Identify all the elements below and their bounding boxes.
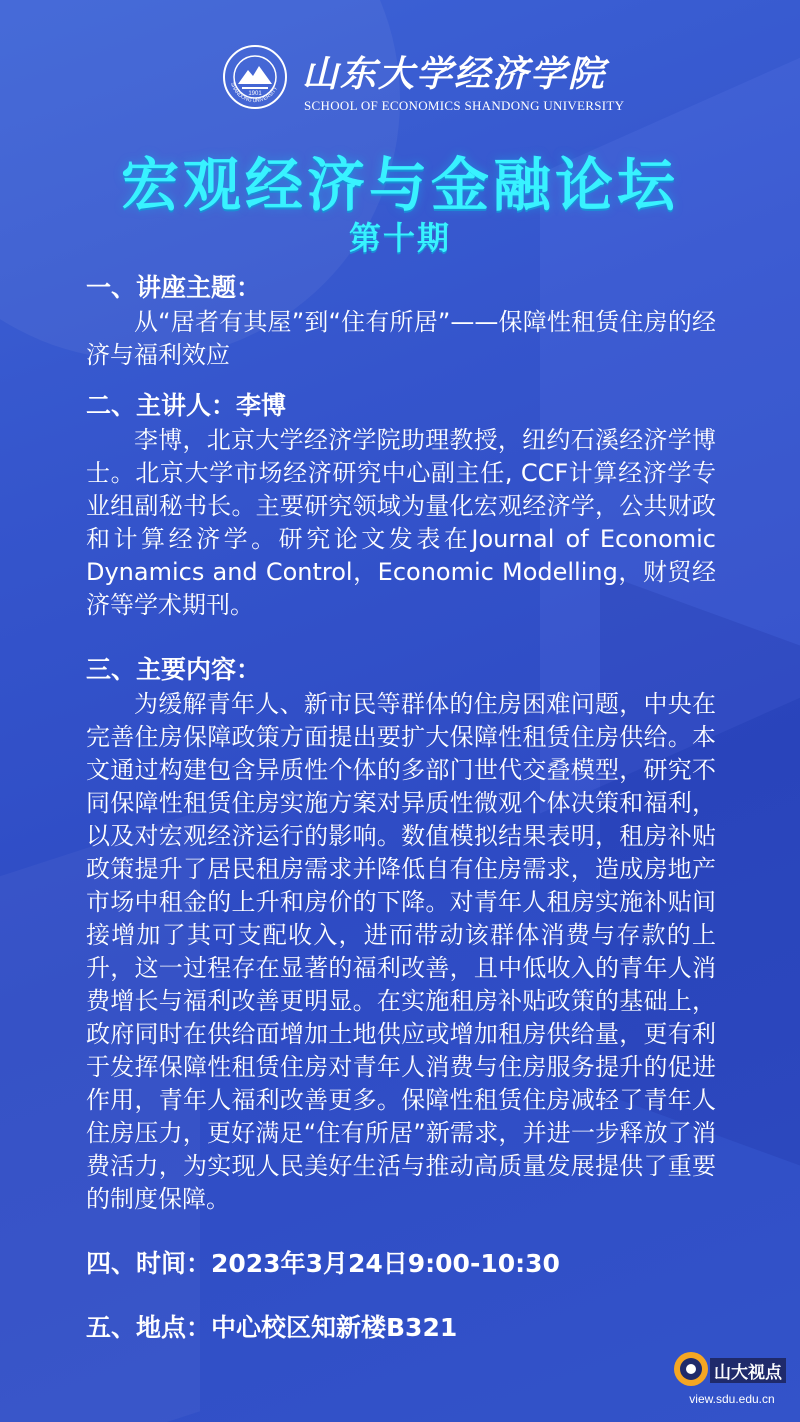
eye-icon xyxy=(672,1350,710,1388)
university-seal-logo xyxy=(222,44,288,110)
school-header xyxy=(0,40,800,120)
section-heading: 三、主要内容： xyxy=(86,655,262,684)
section-heading: 一、讲座主题： xyxy=(86,273,262,302)
section-body: 从“居者有其屋”到“住有所居”——保障性租赁住房的经济与福利效应 xyxy=(86,308,716,369)
watermark-label: 山大视点 xyxy=(710,1358,786,1383)
section-topic xyxy=(86,270,716,372)
section-time xyxy=(86,1246,716,1282)
section-heading: 五、地点：中心校区知新楼B321 xyxy=(86,1313,458,1342)
forum-title: 宏观经济与金融论坛 xyxy=(120,151,679,219)
watermark-url: view.sdu.edu.cn xyxy=(689,1392,775,1406)
section-heading: 二、主讲人：李博 xyxy=(86,391,287,420)
issue-number: 第十期 xyxy=(348,219,451,257)
watermark-badge xyxy=(672,1346,792,1416)
school-name-cn: 山东大学经济学院 xyxy=(302,53,607,95)
school-name-en: SCHOOL OF ECONOMICS SHANDONG UNIVERSITY xyxy=(304,98,625,113)
section-heading: 四、时间：2023年3月24日9:00-10:30 xyxy=(86,1249,560,1278)
svg-text:SHANDONG UNIVERSITY: SHANDONG UNIVERSITY xyxy=(228,81,280,105)
section-content xyxy=(86,652,716,1216)
svg-text:1901: 1901 xyxy=(248,91,262,97)
section-speaker xyxy=(86,388,716,622)
section-body: 为缓解青年人、新市民等群体的住房困难问题，中央在完善住房保障政策方面提出要扩大保障性租赁住房供给。本文通过构建包含异质性个体的多部门世代交叠模型，研究不同保障性租赁住房实施方案对异质性微观个体决策和福利，以及对宏观经济运行的影响。数值模拟结果表明，租房补贴政策提升了居民租房需求并降低自有住房需求，造成房地产市场中租金的上升和房价的下降。对青年人租房实施补贴间接增加了其可支配收入，进而带动该群体消费与存款的上升，这一过程存在显著的福利改善，且中低收入的青年人消费增长与福利改善更明显。在实施租房补贴政策的基础上，政府同时在供给面增加土地供应或增加租房供给量，更有利于发挥保障性租赁住房对青年人消费与住房服务提升的促进作用，青年人福利改善更多。保障性租赁住房减轻了青年人住房压力，更好满足“住有所居”新需求，并进一步释放了消费活力，为实现人民美好生活与推动高质量发展提供了重要的制度保障。 xyxy=(86,690,716,1213)
section-body: 李博，北京大学经济学院助理教授，纽约石溪经济学博士。北京大学市场经济研究中心副主任, CCF计算经济学专业组副秘书长。主要研究领域为量化宏观经济学，公共财政和计算经济学。研究论文发表在Journal of Economic Dynamics and Control，Economic Modelling，财贸经济等学术期刊。 xyxy=(86,426,716,619)
poster-content xyxy=(86,270,716,1346)
section-location xyxy=(86,1310,716,1346)
